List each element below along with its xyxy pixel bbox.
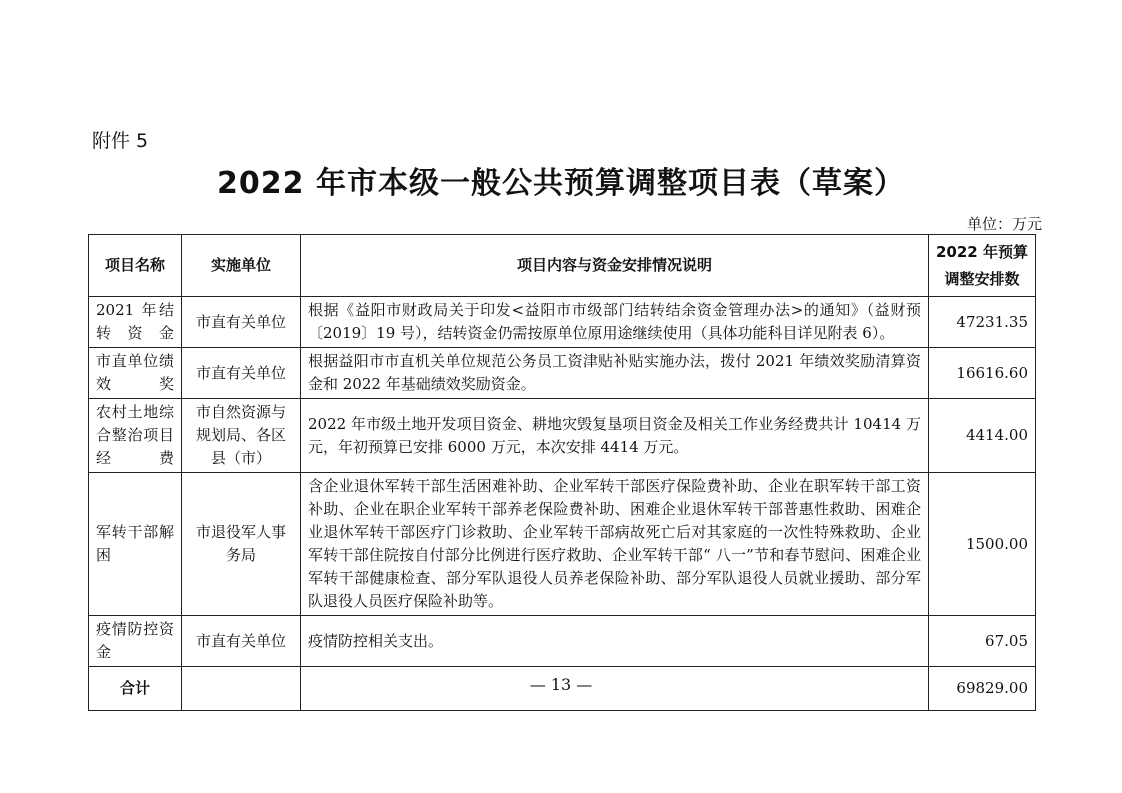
row-amount: 67.05 [929, 616, 1036, 667]
row-amount: 16616.60 [929, 348, 1036, 399]
header-project-name: 项目名称 [89, 235, 182, 297]
row-project-name: 农村土地综合整治项目经费 [89, 399, 182, 473]
attachment-label: 附件 5 [92, 130, 149, 152]
table-row [89, 297, 1036, 348]
total-label: 合计 [89, 667, 182, 711]
row-description: 根据《益阳市财政局关于印发<益阳市市级部门结转结余资金管理办法>的通知》（益财预〔2019〕19 号），结转资金仍需按原单位原用途继续使用（具体功能科目详见附表 6）。 [301, 297, 929, 348]
header-implementing-unit: 实施单位 [182, 235, 301, 297]
row-amount: 47231.35 [929, 297, 1036, 348]
page-title: 2022 年市本级一般公共预算调整项目表（草案） [217, 166, 905, 201]
row-implementing-unit: 市退役军人事务局 [182, 473, 301, 616]
table-row [89, 473, 1036, 616]
page-number: — 13 — [529, 675, 593, 694]
header-description: 项目内容与资金安排情况说明 [301, 235, 929, 297]
row-implementing-unit: 市自然资源与规划局、各区县（市） [182, 399, 301, 473]
header-amount-line1: 2022 年预算 [936, 242, 1028, 261]
row-description: 含企业退休军转干部生活困难补助、企业军转干部医疗保险费补助、企业在职军转干部工资补助、企业在职企业军转干部养老保险费补助、困难企业退休军转干部普惠性救助、困难企业退休军转干部医疗门诊救助、企业军转干部病故死亡后对其家庭的一次性特殊救助、企业军转干部住院按自付部分比例进行医疗救助、企业军转干部“ 八一”节和春节慰问、困难企业军转干部健康检查、部分军队退役人员养老保险补助、部分军队退役人员就业援助、部分军队退役人员医疗保险补助等。 [301, 473, 929, 616]
row-implementing-unit: 市直有关单位 [182, 348, 301, 399]
unit-label: 单位：万元 [966, 215, 1042, 233]
budget-adjustment-table [88, 234, 1036, 711]
table-row [89, 348, 1036, 399]
row-implementing-unit: 市直有关单位 [182, 297, 301, 348]
header-amount-line2: 调整安排数 [944, 269, 1020, 288]
row-amount: 1500.00 [929, 473, 1036, 616]
row-amount: 4414.00 [929, 399, 1036, 473]
row-project-name: 军转干部解困 [89, 473, 182, 616]
header-amount [929, 235, 1036, 297]
row-description: 2022 年市级土地开发项目资金、耕地灾毁复垦项目资金及相关工作业务经费共计 10414 万元，年初预算已安排 6000 万元，本次安排 4414 万元。 [301, 399, 929, 473]
table-header-row [89, 235, 1036, 297]
row-project-name: 市直单位绩效奖 [89, 348, 182, 399]
table-row [89, 399, 1036, 473]
total-amount: 69829.00 [929, 667, 1036, 711]
row-description: 疫情防控相关支出。 [301, 616, 929, 667]
row-implementing-unit: 市直有关单位 [182, 616, 301, 667]
row-project-name: 疫情防控资金 [89, 616, 182, 667]
row-description: 根据益阳市市直机关单位规范公务员工资津贴补贴实施办法，拨付 2021 年绩效奖励清算资金和 2022 年基础绩效奖励资金。 [301, 348, 929, 399]
row-project-name: 2021 年结转资金 [89, 297, 182, 348]
table-row [89, 616, 1036, 667]
